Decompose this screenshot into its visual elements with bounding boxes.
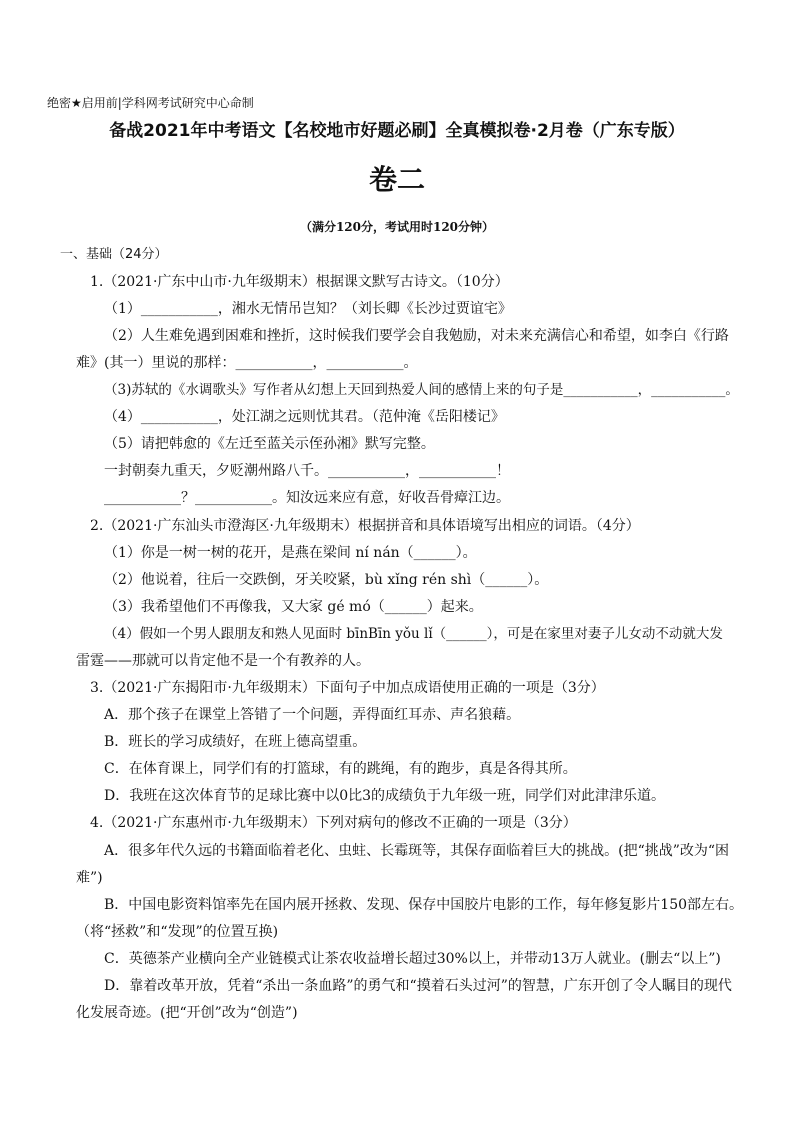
question-3-option-c: C．在体育课上，同学们有的打篮球，有的跳绳，有的跑步，真是各得其所。 bbox=[104, 761, 577, 777]
question-3-option-d: D．我班在这次体育节的足球比赛中以0比3的成绩负于九年级一班，同学们对此津津乐道。 bbox=[104, 788, 666, 804]
question-1-item-5-line-a: 一封朝奏九重天，夕贬潮州路八千。___________，___________！ bbox=[104, 463, 510, 479]
question-4-stem: 4.（2021·广东惠州市·九年级期末）下列对病句的修改不正确的一项是（3分） bbox=[90, 815, 577, 831]
question-4-option-a-line-1: A．很多年代久远的书籍面临着老化、虫蛀、长霉斑等，其保存面临着巨大的挑战。(把“挑战”改为“困 bbox=[104, 843, 730, 859]
question-4-option-a-line-2: 难”) bbox=[76, 870, 103, 886]
question-1-stem: 1.（2021·广东中山市·九年级期末）根据课文默写古诗文。（10分） bbox=[90, 274, 509, 290]
score-time-note: （满分120分，考试用时120分钟） bbox=[299, 220, 495, 234]
confidential-header: 绝密★启用前|学科网考试研究中心命制 bbox=[47, 96, 254, 110]
question-3-option-a: A．那个孩子在课堂上答错了一个问题，弄得面红耳赤、声名狼藉。 bbox=[104, 707, 521, 723]
question-1-item-2a: （2）人生难免遇到困难和挫折，这时候我们要学会自我勉励，对未来充满信心和希望，如李白《行路 bbox=[104, 328, 729, 344]
question-2-item-4b: 雷霆——那就可以肯定他不是一个有教养的人。 bbox=[76, 653, 370, 669]
question-2-item-2: （2）他说着，往后一交跌倒，牙关咬紧，bù xǐng rén shì（______）。 bbox=[104, 572, 549, 588]
question-2-item-4a: （4）假如一个男人跟朋友和熟人见面时 bīnBīn yǒu lǐ（______），可是在家里对妻子儿女动不动就大发 bbox=[104, 626, 723, 642]
question-1-item-1: （1）___________，湘水无情吊岂知？（刘长卿《长沙过贾谊宅》 bbox=[104, 301, 512, 317]
question-1-item-2b: 难》(其一）里说的那样：___________，___________。 bbox=[76, 355, 418, 371]
question-3-stem: 3.（2021·广东揭阳市·九年级期末）下面句子中加点成语使用正确的一项是（3分） bbox=[90, 680, 605, 696]
question-2-item-3: （3）我希望他们不再像我，又大家 gé mó（______）起来。 bbox=[104, 599, 483, 615]
question-4-option-c: C．英德茶产业横向全产业链模式让茶农收益增长超过30%以上，并带动13万人就业。(删去“以上”) bbox=[104, 951, 721, 967]
question-4-option-d-line-2: 化发展奇迹。(把“开创”改为“创造”) bbox=[76, 1005, 298, 1021]
question-4-option-d-line-1: D．靠着改革开放，凭着“杀出一条血路”的勇气和“摸着石头过河”的智慧，广东开创了令人瞩目的现代 bbox=[104, 978, 732, 994]
question-1-item-5-line-b: ___________？___________。知汝远来应有意，好收吾骨瘴江边。 bbox=[104, 490, 510, 506]
question-1-item-5: （5）请把韩愈的《左迁至蓝关示侄孙湘》默写完整。 bbox=[104, 436, 435, 452]
section-heading-basics: 一、基础（24分） bbox=[60, 247, 168, 262]
question-2-item-1: （1）你是一树一树的花开，是燕在梁间 ní nán（______）。 bbox=[104, 545, 477, 561]
question-1-item-3: （3)苏轼的《水调歌头》写作者从幻想上天回到热爱人间的感情上来的句子是___________，___________。 bbox=[104, 382, 739, 398]
question-1-item-4: （4）___________，处江湖之远则忧其君。（范仲淹《岳阳楼记》 bbox=[104, 409, 505, 425]
question-2-stem: 2.（2021·广东汕头市澄海区·九年级期末）根据拼音和具体语境写出相应的词语。（4分） bbox=[90, 518, 640, 534]
question-4-option-b-line-2: （将“拯救”和“发现”的位置互换) bbox=[76, 924, 279, 940]
exam-title: 备战2021年中考语文【名校地市好题必刷】全真模拟卷·2月卷（广东专版） bbox=[109, 121, 685, 141]
question-3-option-b: B．班长的学习成绩好，在班上德高望重。 bbox=[104, 734, 367, 750]
volume-title: 卷二 bbox=[368, 163, 425, 196]
question-4-option-b-line-1: B．中国电影资料馆率先在国内展开拯救、发现、保存中国胶片电影的工作，每年修复影片150部左右。 bbox=[104, 897, 744, 913]
